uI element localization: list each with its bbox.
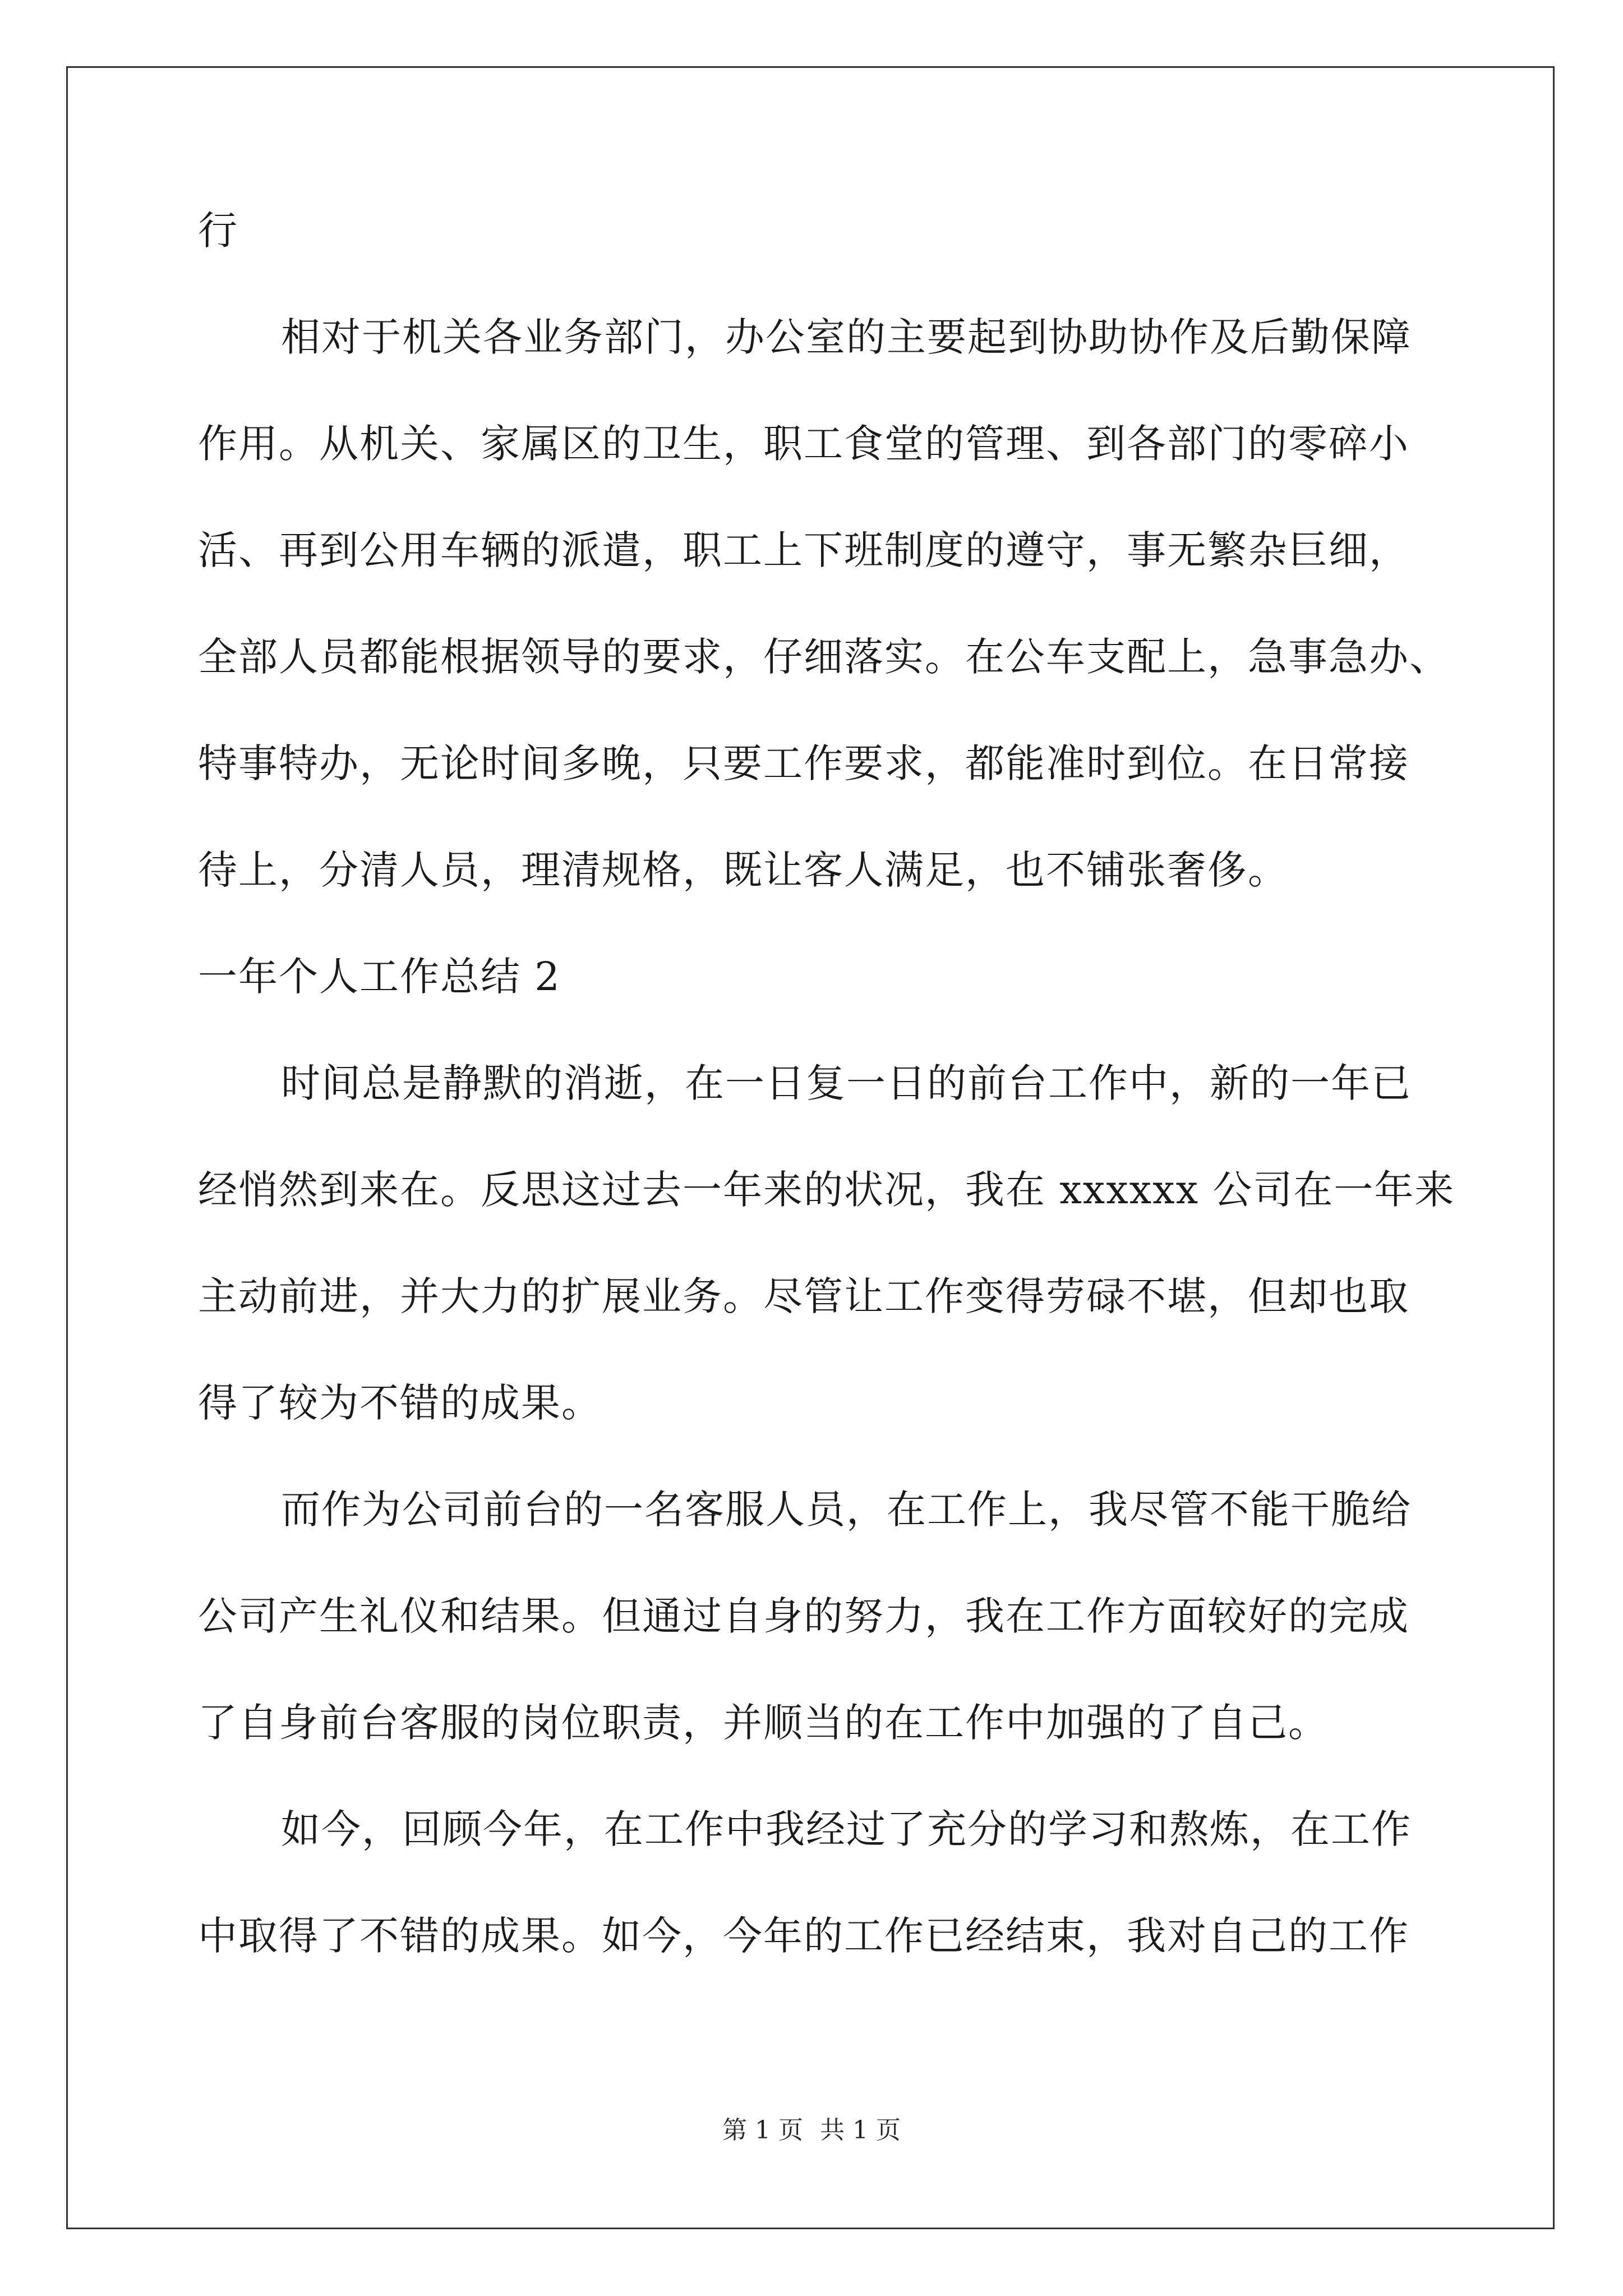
paragraph-start-line: 而作为公司前台的一名客服人员，在工作上，我尽管不能干脆给	[281, 1487, 1412, 1533]
text-line: 公司产生礼仪和结果。但通过自身的努力，我在工作方面较好的完成	[198, 1593, 1409, 1639]
text-line: 了自身前台客服的岗位职责，并顺当的在工作中加强的了自己。	[198, 1700, 1329, 1746]
page-total: 共 1 页	[820, 2116, 901, 2145]
text-line: 行	[198, 208, 238, 254]
paragraph-start-line: 相对于机关各业务部门，办公室的主要起到协助协作及后勤保障	[281, 314, 1412, 360]
text-line: 特事特办，无论时间多晚，只要工作要求，都能准时到位。在日常接	[198, 740, 1409, 786]
text-line: 作用。从机关、家属区的卫生，职工食堂的管理、到各部门的零碎小	[198, 421, 1409, 467]
text-line: 中取得了不错的成果。如今，今年的工作已经结束，我对自己的工作	[198, 1913, 1409, 1959]
text-line: 待上，分清人员，理清规格，既让客人满足，也不铺张奢侈。	[198, 847, 1288, 893]
paragraph-start-line: 如今，回顾今年，在工作中我经过了充分的学习和熬炼，在工作	[281, 1806, 1412, 1852]
text-line: 经悄然到来在。反思这过去一年来的状况，我在 xxxxxx 公司在一年来	[198, 1167, 1455, 1213]
section-heading: 一年个人工作总结 2	[198, 954, 561, 1000]
text-line: 得了较为不错的成果。	[198, 1380, 602, 1426]
text-line: 主动前进，并大力的扩展业务。尽管让工作变得劳碌不堪，但却也取	[198, 1273, 1409, 1319]
page-number: 第 1 页	[722, 2116, 803, 2145]
paragraph-start-line: 时间总是静默的消逝，在一日复一日的前台工作中，新的一年已	[281, 1060, 1412, 1106]
document-body	[198, 177, 1456, 1989]
text-line: 全部人员都能根据领导的要求，仔细落实。在公车支配上，急事急办、	[198, 634, 1450, 680]
page-footer	[0, 2114, 1623, 2147]
text-line: 活、再到公用车辆的派遣，职工上下班制度的遵守，事无繁杂巨细，	[198, 527, 1409, 573]
